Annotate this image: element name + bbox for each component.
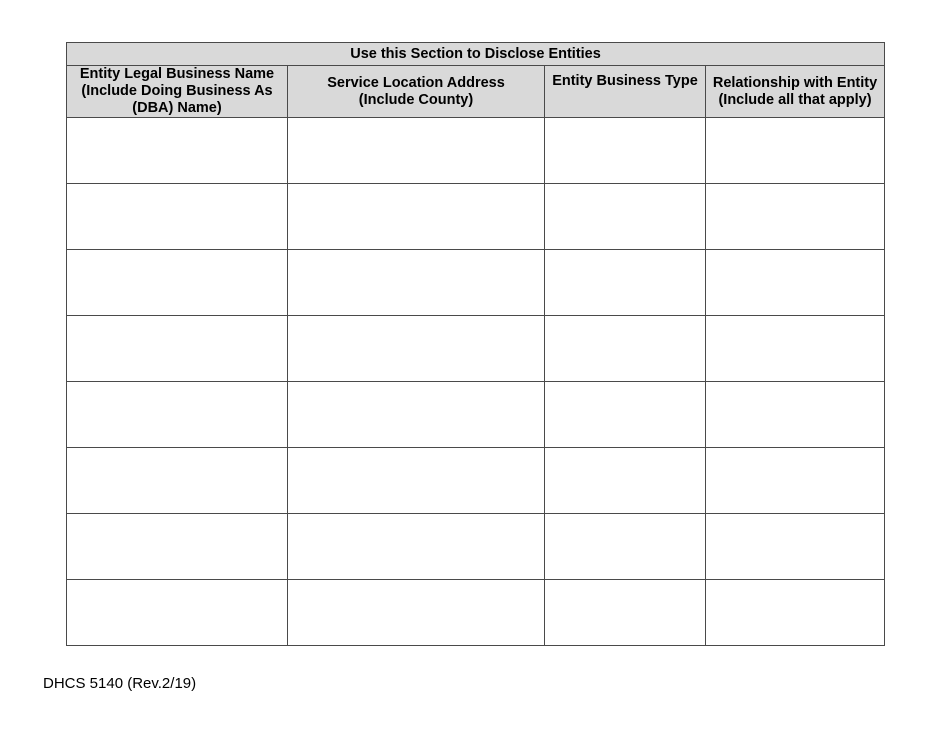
table-row [67,448,885,514]
business-type-cell[interactable] [545,382,706,448]
relationship-cell[interactable] [706,250,885,316]
header-line: (Include Doing Business As [81,83,273,99]
entity-legal-name-cell[interactable] [67,514,288,580]
service-location-cell[interactable] [288,316,545,382]
header-line: Entity Business Type [552,73,698,89]
entity-disclosure-table [66,42,885,646]
header-line: Entity Legal Business Name [79,66,275,82]
column-header-relationship [706,66,885,118]
service-location-cell[interactable] [288,382,545,448]
business-type-cell[interactable] [545,184,706,250]
business-type-cell[interactable] [545,580,706,646]
service-location-cell[interactable] [288,250,545,316]
column-header-business-type [545,66,706,118]
service-location-cell[interactable] [288,448,545,514]
entity-legal-name-cell[interactable] [67,118,288,184]
table-row [67,184,885,250]
section-title: Use this Section to Disclose Entities [67,43,885,66]
header-line: (Include County) [358,91,474,108]
table-row [67,250,885,316]
service-location-cell[interactable] [288,580,545,646]
entity-legal-name-cell[interactable] [67,382,288,448]
header-line: (DBA) Name) [132,100,222,116]
header-row [67,66,885,118]
business-type-cell[interactable] [545,250,706,316]
entity-legal-name-cell[interactable] [67,184,288,250]
table-row [67,382,885,448]
relationship-cell[interactable] [706,382,885,448]
table-row [67,118,885,184]
relationship-cell[interactable] [706,580,885,646]
service-location-cell[interactable] [288,514,545,580]
form-id-footer: DHCS 5140 (Rev.2/19) [43,675,197,692]
entity-legal-name-cell[interactable] [67,250,288,316]
entity-legal-name-cell[interactable] [67,448,288,514]
header-line: Service Location Address [327,74,505,91]
business-type-cell[interactable] [545,316,706,382]
table-row [67,514,885,580]
header-line: (Include all that apply) [718,91,872,108]
relationship-cell[interactable] [706,184,885,250]
relationship-cell[interactable] [706,316,885,382]
relationship-cell[interactable] [706,448,885,514]
relationship-cell[interactable] [706,514,885,580]
relationship-cell[interactable] [706,118,885,184]
table-row [67,580,885,646]
service-location-cell[interactable] [288,184,545,250]
table-row [67,316,885,382]
business-type-cell[interactable] [545,118,706,184]
section-title-row [67,43,885,66]
column-header-entity-legal-name [67,66,288,118]
business-type-cell[interactable] [545,448,706,514]
entity-legal-name-cell[interactable] [67,580,288,646]
entity-legal-name-cell[interactable] [67,316,288,382]
service-location-cell[interactable] [288,118,545,184]
column-header-service-location [288,66,545,118]
header-line: Relationship with Entity [712,74,878,91]
business-type-cell[interactable] [545,514,706,580]
